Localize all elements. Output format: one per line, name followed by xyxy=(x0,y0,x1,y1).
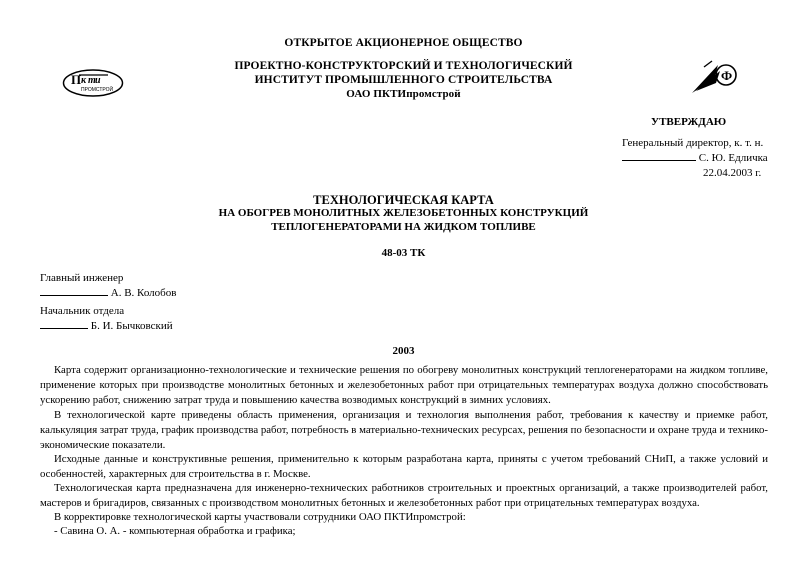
dept-head-name: Б. И. Бычковский xyxy=(90,320,173,332)
signature-line xyxy=(622,151,696,161)
paragraph-contributors: В корректировке технологической карты участвовали сотрудники ОАО ПКТИпромстрой: xyxy=(54,511,466,523)
chief-engineer-title: Главный инженер xyxy=(40,272,124,284)
paragraph-source-data: Исходные данные и конструктивные решения, применительно к которым разработана карта, приняты с учетом требований СНиП, а также условий и особенностей, характерных для строительства в г. Москве. xyxy=(40,453,768,480)
institute-short-name: ОАО ПКТИпромстрой xyxy=(346,88,461,100)
document-year: 2003 xyxy=(392,345,415,357)
emblem-logo xyxy=(690,57,740,97)
document-title: ТЕХНОЛОГИЧЕСКАЯ КАРТА xyxy=(313,193,494,207)
paragraph-summary: Карта содержит организационно-технологические и технические решения по обогреву монолитных конструкций теплогенераторами на жидком топливе, применение которых при производстве монолитных бетонных и железобетонных работ при отрицательных температурах воздуха должно способствовать ускорению работ, снижению затрат труда и повышению качества возводимых конструкций в зимних условиях. xyxy=(40,364,768,406)
approval-date: 22.04.2003 г. xyxy=(703,167,762,179)
svg-text:и: и xyxy=(95,75,101,86)
institute-line-2: ИНСТИТУТ ПРОМЫШЛЕННОГО СТРОИТЕЛЬСТВА xyxy=(254,74,553,86)
svg-text:П: П xyxy=(71,72,82,87)
document-code: 48-03 ТК xyxy=(381,247,426,259)
svg-text:Ф: Ф xyxy=(721,68,733,83)
approval-title: УТВЕРЖДАЮ xyxy=(651,116,727,128)
document-subtitle-1: НА ОБОГРЕВ МОНОЛИТНЫХ ЖЕЛЕЗОБЕТОННЫХ КОНСТРУКЦИЙ xyxy=(218,207,589,219)
svg-text:ПРОМСТРОЙ: ПРОМСТРОЙ xyxy=(81,87,114,93)
paragraph-contributor-1: - Савина О. А. - компьютерная обработка и графика; xyxy=(54,525,296,537)
signature-line xyxy=(40,286,108,296)
chief-engineer-signature xyxy=(40,286,176,299)
pkti-logo xyxy=(62,68,124,98)
approval-signature-line xyxy=(622,151,768,164)
chief-engineer-name: А. В. Колобов xyxy=(110,287,177,299)
approval-signatory: С. Ю. Едличка xyxy=(698,152,768,164)
org-type: ОТКРЫТОЕ АКЦИОНЕРНОЕ ОБЩЕСТВО xyxy=(284,37,523,49)
approval-position: Генеральный директор, к. т. н. xyxy=(622,137,764,149)
document-subtitle-2: ТЕПЛОГЕНЕРАТОРАМИ НА ЖИДКОМ ТОПЛИВЕ xyxy=(271,221,536,233)
institute-line-1: ПРОЕКТНО-КОНСТРУКТОРСКИЙ И ТЕХНОЛОГИЧЕСКИЙ xyxy=(234,60,573,72)
signature-line xyxy=(40,319,88,329)
paragraph-audience: Технологическая карта предназначена для инженерно-технических работников строительных и проектных организаций, а также производителей работ, мастеров и бригадиров, связанных с производством монолитных бетонных и железобетонных работ при отрицательных температурах воздуха. xyxy=(40,482,768,509)
dept-head-title: Начальник отдела xyxy=(40,305,125,317)
dept-head-signature xyxy=(40,319,173,332)
svg-text:т: т xyxy=(88,75,96,86)
svg-text:к: к xyxy=(81,75,87,86)
paragraph-contents: В технологической карте приведены область применения, организация и технология выполнения работ, требования к качеству и приемке работ, калькуляция затрат труда, график производства работ, потребность в материально-технических ресурсах, решения по безопасности и охране труда и технико-экономические показатели. xyxy=(40,409,768,451)
